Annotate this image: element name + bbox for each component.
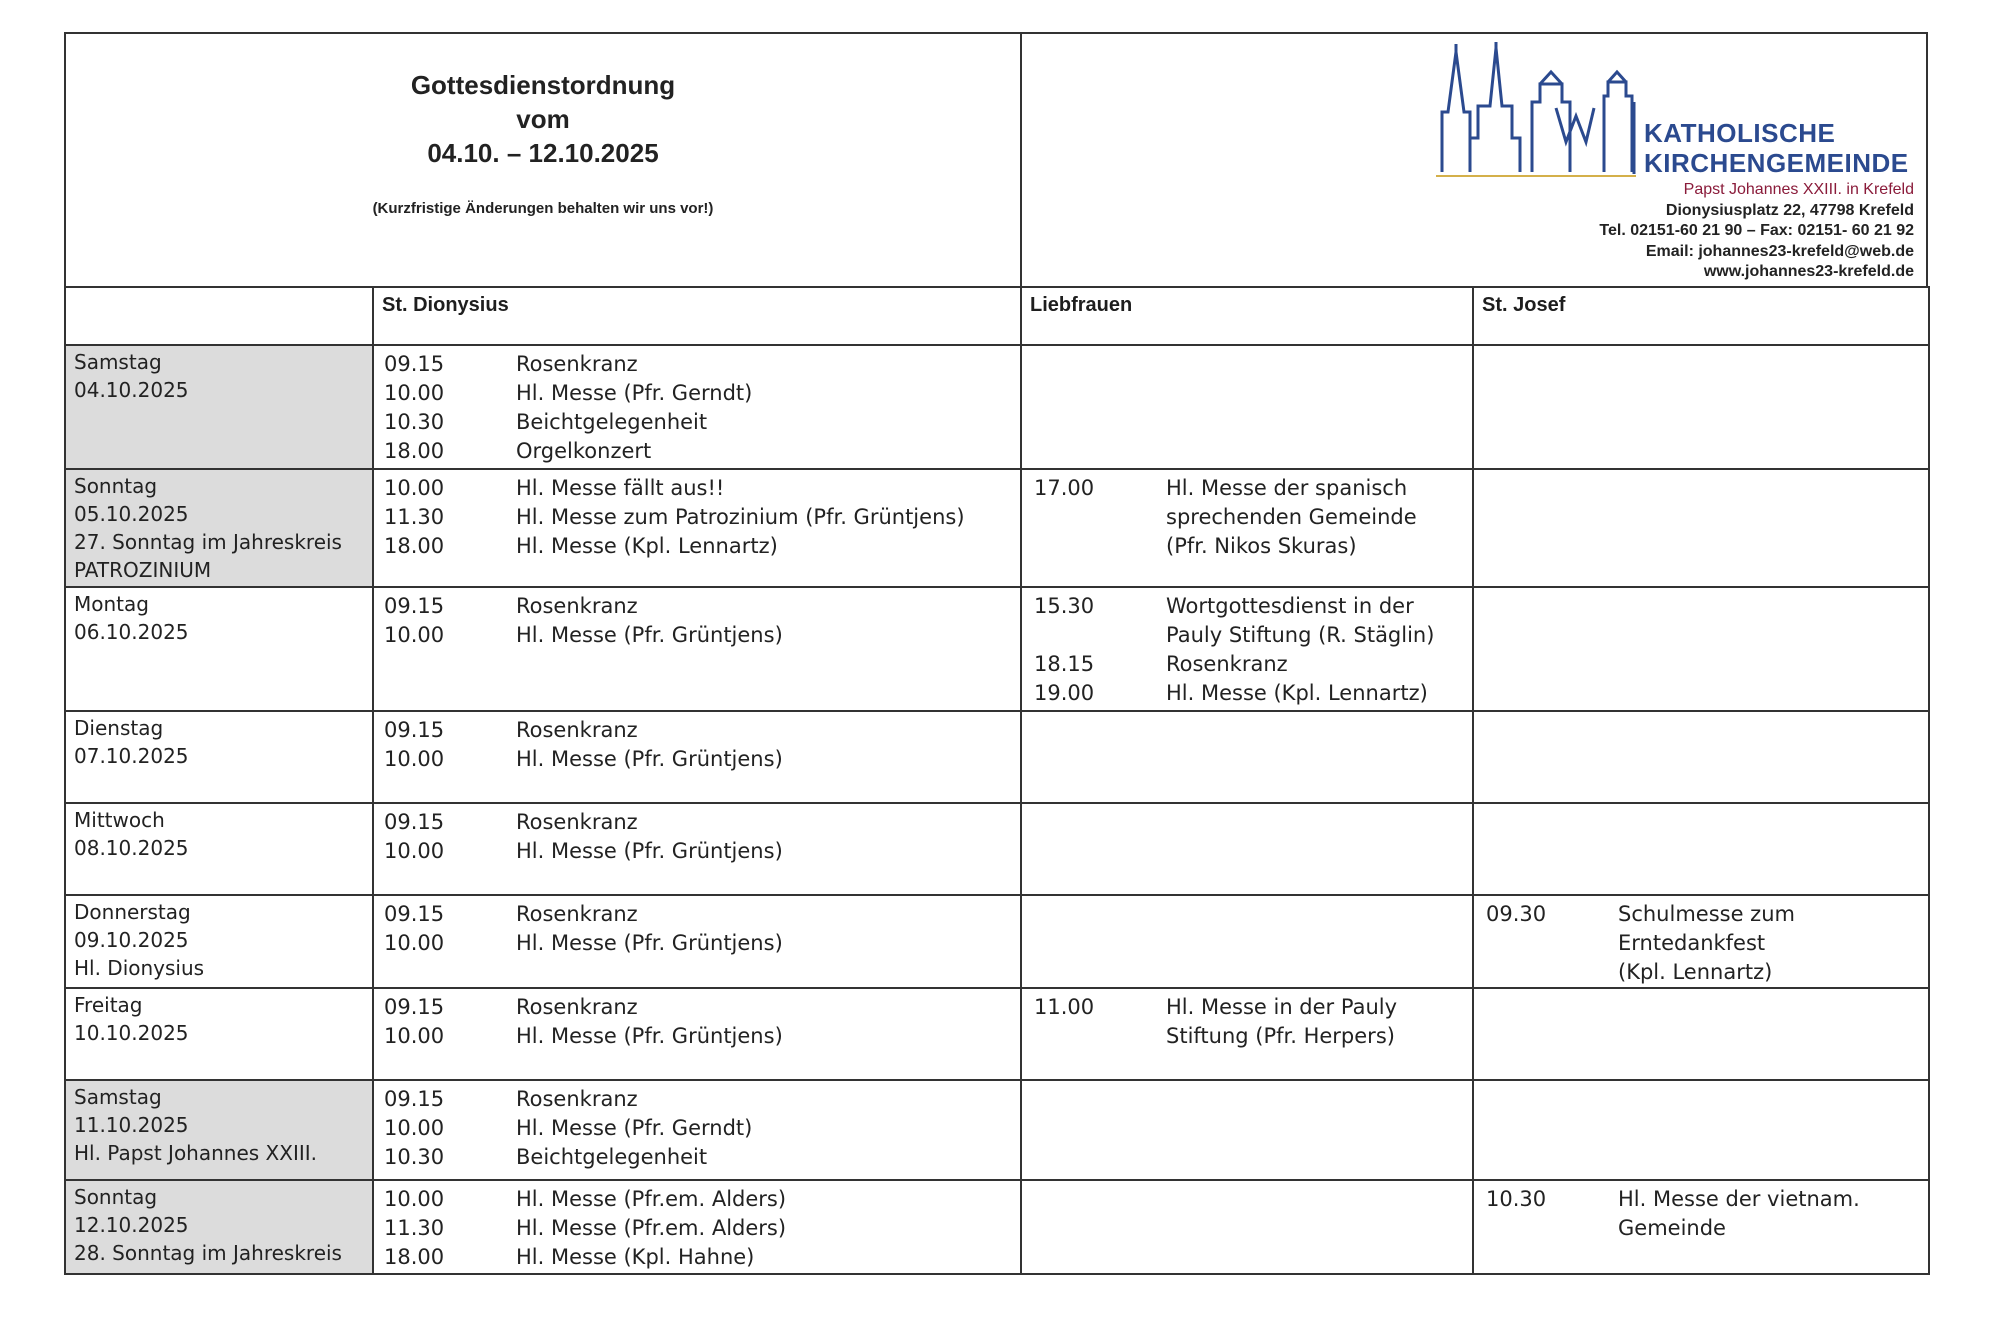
day-cell (65, 345, 373, 469)
service-name: Wortgottesdienst in der (1166, 594, 1414, 618)
column-header-st-dionysius: St. Dionysius (373, 287, 1021, 345)
service-name: Hl. Messe in der Pauly (1166, 995, 1398, 1019)
column-header-day (65, 287, 373, 345)
day-note: 28. Sonntag im Jahreskreis (74, 1241, 342, 1265)
service-entry (384, 592, 1010, 621)
service-name: Rosenkranz (1166, 652, 1288, 676)
day-cell (65, 469, 373, 587)
dionysius-cell (373, 1180, 1021, 1274)
service-time: 11.00 (1034, 995, 1095, 1019)
service-time: 09.15 (384, 902, 445, 926)
service-entry (384, 437, 1010, 466)
service-time: 19.00 (1034, 681, 1095, 705)
schedule-row (65, 803, 1929, 895)
service-time (1486, 929, 1618, 958)
schedule-table (64, 286, 1930, 1275)
service-time: 10.30 (1486, 1187, 1547, 1211)
dionysius-cell (373, 469, 1021, 587)
service-time: 17.00 (1034, 476, 1095, 500)
weekday-label: Donnerstag (74, 900, 191, 924)
service-name: Rosenkranz (516, 810, 638, 834)
service-entry (384, 379, 1010, 408)
parish-address: Dionysiusplatz 22, 47798 Krefeld (1665, 201, 1914, 219)
dionysius-cell (373, 587, 1021, 711)
church-skyline-icon (1436, 42, 1646, 182)
change-notice: (Kurzfristige Änderungen behalten wir uns vor!) (372, 200, 714, 217)
service-name: Gemeinde (1618, 1216, 1726, 1240)
service-time: 10.00 (384, 931, 445, 955)
dionysius-cell (373, 711, 1021, 803)
service-entry (384, 408, 1010, 437)
service-name: Rosenkranz (516, 594, 638, 618)
service-name: (Kpl. Lennartz) (1618, 960, 1773, 984)
service-time: 09.30 (1486, 902, 1547, 926)
service-time: 10.00 (384, 1187, 445, 1211)
josef-cell (1473, 895, 1929, 988)
service-name: Hl. Messe fällt aus!! (516, 476, 725, 500)
schedule-row (65, 345, 1929, 469)
day-cell (65, 587, 373, 711)
service-time: 11.30 (384, 1216, 445, 1240)
service-name: sprechenden Gemeinde (1166, 505, 1417, 529)
service-entry (1034, 1022, 1462, 1051)
liebfrauen-cell (1021, 587, 1473, 711)
service-entry (384, 621, 1010, 650)
service-entry (1034, 679, 1462, 708)
dionysius-cell (373, 895, 1021, 988)
schedule-row (65, 895, 1929, 988)
service-entry (384, 900, 1010, 929)
service-entry (384, 1085, 1010, 1114)
service-entry (384, 532, 1010, 561)
day-cell (65, 711, 373, 803)
service-name: Rosenkranz (516, 352, 638, 376)
date-label: 12.10.2025 (74, 1213, 189, 1237)
service-name: Beichtgelegenheit (516, 1145, 708, 1169)
service-name: Rosenkranz (516, 1087, 638, 1111)
service-time: 18.00 (384, 1245, 445, 1269)
service-entry (384, 993, 1010, 1022)
service-entry (384, 1214, 1010, 1243)
day-cell (65, 1180, 373, 1274)
day-note: PATROZINIUM (74, 558, 212, 582)
date-label: 11.10.2025 (74, 1113, 189, 1137)
weekday-label: Sonntag (74, 1185, 158, 1209)
parish-email: Email: johannes23-krefeld@web.de (1645, 242, 1914, 260)
service-name: Beichtgelegenheit (516, 410, 708, 434)
schedule-row (65, 1180, 1929, 1274)
service-name: Hl. Messe der spanisch (1166, 476, 1408, 500)
liebfrauen-cell (1021, 1180, 1473, 1274)
service-time: 09.15 (384, 810, 445, 834)
parish-info-block (1022, 34, 1926, 286)
service-time (1034, 503, 1166, 532)
service-name: Pauly Stiftung (R. Stäglin) (1166, 623, 1435, 647)
parish-contact (1599, 180, 1914, 283)
service-name: Hl. Messe (Kpl. Hahne) (516, 1245, 755, 1269)
service-name: Hl. Messe der vietnam. (1618, 1187, 1860, 1211)
service-name: Orgelkonzert (516, 439, 652, 463)
column-header-row (65, 287, 1929, 345)
service-entry (1034, 532, 1462, 561)
service-entry (1034, 650, 1462, 679)
liebfrauen-cell (1021, 1080, 1473, 1180)
josef-cell (1473, 345, 1929, 469)
service-time: 11.30 (384, 505, 445, 529)
date-label: 05.10.2025 (74, 502, 189, 526)
service-time (1034, 621, 1166, 650)
service-name: Hl. Messe (Pfr. Grüntjens) (516, 623, 783, 647)
service-name: Schulmesse zum (1618, 902, 1795, 926)
service-entry (1034, 621, 1462, 650)
service-name: Hl. Messe (Pfr. Grüntjens) (516, 931, 783, 955)
service-entry (384, 1022, 1010, 1051)
day-note: 27. Sonntag im Jahreskreis (74, 530, 342, 554)
service-entry (1486, 1214, 1918, 1243)
service-entry (384, 1114, 1010, 1143)
service-name: (Pfr. Nikos Skuras) (1166, 534, 1357, 558)
service-entry (384, 1143, 1010, 1172)
service-time: 10.00 (384, 623, 445, 647)
liebfrauen-cell (1021, 711, 1473, 803)
document-date-range: 04.10. – 12.10.2025 (427, 138, 659, 168)
service-name: Hl. Messe (Pfr.em. Alders) (516, 1216, 787, 1240)
service-entry (1034, 503, 1462, 532)
parish-name-line2: KIRCHENGEMEINDE (1644, 148, 1909, 178)
document-title-vom: vom (516, 104, 570, 134)
service-time: 10.00 (384, 476, 445, 500)
service-name: Hl. Messe zum Patrozinium (Pfr. Grüntjens) (516, 505, 965, 529)
service-entry (1034, 474, 1462, 503)
header-block (64, 32, 1928, 286)
josef-cell (1473, 469, 1929, 587)
service-name: Hl. Messe (Pfr. Gerndt) (516, 1116, 753, 1140)
liebfrauen-cell (1021, 803, 1473, 895)
weekday-label: Samstag (74, 350, 162, 374)
weekday-label: Freitag (74, 993, 143, 1017)
service-name: Hl. Messe (Kpl. Lennartz) (516, 534, 778, 558)
service-entry (384, 503, 1010, 532)
service-entry (1486, 1185, 1918, 1214)
service-time: 10.30 (384, 410, 445, 434)
service-time: 18.15 (1034, 652, 1095, 676)
service-name: Stiftung (Pfr. Herpers) (1166, 1024, 1395, 1048)
service-entry (1486, 929, 1918, 958)
service-name: Hl. Messe (Pfr. Gerndt) (516, 381, 753, 405)
liebfrauen-cell (1021, 988, 1473, 1080)
parish-subtitle: Papst Johannes XXIII. in Krefeld (1683, 181, 1914, 198)
liebfrauen-cell (1021, 895, 1473, 988)
service-time: 10.00 (384, 839, 445, 863)
date-label: 07.10.2025 (74, 744, 189, 768)
day-cell (65, 1080, 373, 1180)
day-note: Hl. Dionysius (74, 956, 205, 980)
day-cell (65, 988, 373, 1080)
josef-cell (1473, 587, 1929, 711)
service-entry (384, 808, 1010, 837)
date-label: 10.10.2025 (74, 1021, 189, 1045)
service-entry (384, 474, 1010, 503)
weekday-label: Montag (74, 592, 149, 616)
service-time: 10.00 (384, 1024, 445, 1048)
parish-website: www.johannes23-krefeld.de (1703, 263, 1914, 280)
liebfrauen-cell (1021, 469, 1473, 587)
service-entry (1486, 958, 1918, 987)
day-cell (65, 803, 373, 895)
service-time: 09.15 (384, 995, 445, 1019)
service-time: 09.15 (384, 1087, 445, 1111)
dionysius-cell (373, 345, 1021, 469)
liebfrauen-cell (1021, 345, 1473, 469)
header-title-block (66, 34, 1022, 286)
service-entry (1034, 592, 1462, 621)
service-entry (384, 716, 1010, 745)
weekday-label: Sonntag (74, 474, 158, 498)
column-header-st-josef: St. Josef (1473, 287, 1929, 345)
weekday-label: Mittwoch (74, 808, 165, 832)
service-time (1486, 1214, 1618, 1243)
service-name: Hl. Messe (Pfr. Grüntjens) (516, 1024, 783, 1048)
parish-name-line1: KATHOLISCHE (1644, 118, 1836, 148)
service-entry (384, 929, 1010, 958)
service-time: 10.30 (384, 1145, 445, 1169)
service-time (1486, 958, 1618, 987)
service-entry (1034, 993, 1462, 1022)
weekday-label: Samstag (74, 1085, 162, 1109)
dionysius-cell (373, 988, 1021, 1080)
dionysius-cell (373, 1080, 1021, 1180)
service-time: 10.00 (384, 381, 445, 405)
date-label: 04.10.2025 (74, 378, 189, 402)
service-name: Hl. Messe (Pfr.em. Alders) (516, 1187, 787, 1211)
weekday-label: Dienstag (74, 716, 164, 740)
josef-cell (1473, 1180, 1929, 1274)
dionysius-cell (373, 803, 1021, 895)
service-entry (384, 837, 1010, 866)
day-note: Hl. Papst Johannes XXIII. (74, 1141, 317, 1165)
document-title: Gottesdienstordnung (410, 70, 676, 100)
service-name: Erntedankfest (1618, 931, 1766, 955)
service-entry (1486, 900, 1918, 929)
column-header-liebfrauen: Liebfrauen (1021, 287, 1473, 345)
schedule-row (65, 988, 1929, 1080)
service-time: 09.15 (384, 718, 445, 742)
service-time: 10.00 (384, 1116, 445, 1140)
service-name: Hl. Messe (Pfr. Grüntjens) (516, 747, 783, 771)
service-entry (384, 1185, 1010, 1214)
service-time: 10.00 (384, 747, 445, 771)
schedule-row (65, 711, 1929, 803)
schedule-row (65, 1080, 1929, 1180)
date-label: 06.10.2025 (74, 620, 189, 644)
service-time: 18.00 (384, 439, 445, 463)
service-time: 09.15 (384, 594, 445, 618)
parish-phone: Tel. 02151-60 21 90 – Fax: 02151- 60 21 92 (1599, 222, 1914, 239)
josef-cell (1473, 711, 1929, 803)
service-time: 15.30 (1034, 594, 1095, 618)
service-entry (384, 350, 1010, 379)
service-time: 18.00 (384, 534, 445, 558)
parish-logo (1436, 42, 1916, 192)
josef-cell (1473, 988, 1929, 1080)
service-name: Rosenkranz (516, 995, 638, 1019)
schedule-row (65, 469, 1929, 587)
service-time: 09.15 (384, 352, 445, 376)
josef-cell (1473, 803, 1929, 895)
schedule-sheet (64, 32, 1928, 1275)
josef-cell (1473, 1080, 1929, 1180)
service-entry (384, 1243, 1010, 1272)
service-entry (384, 745, 1010, 774)
schedule-row (65, 587, 1929, 711)
service-name: Hl. Messe (Pfr. Grüntjens) (516, 839, 783, 863)
day-cell (65, 895, 373, 988)
service-name: Rosenkranz (516, 902, 638, 926)
service-name: Rosenkranz (516, 718, 638, 742)
date-label: 09.10.2025 (74, 928, 189, 952)
date-label: 08.10.2025 (74, 836, 189, 860)
service-name: Hl. Messe (Kpl. Lennartz) (1166, 681, 1428, 705)
service-time (1034, 532, 1166, 561)
service-time (1034, 1022, 1166, 1051)
